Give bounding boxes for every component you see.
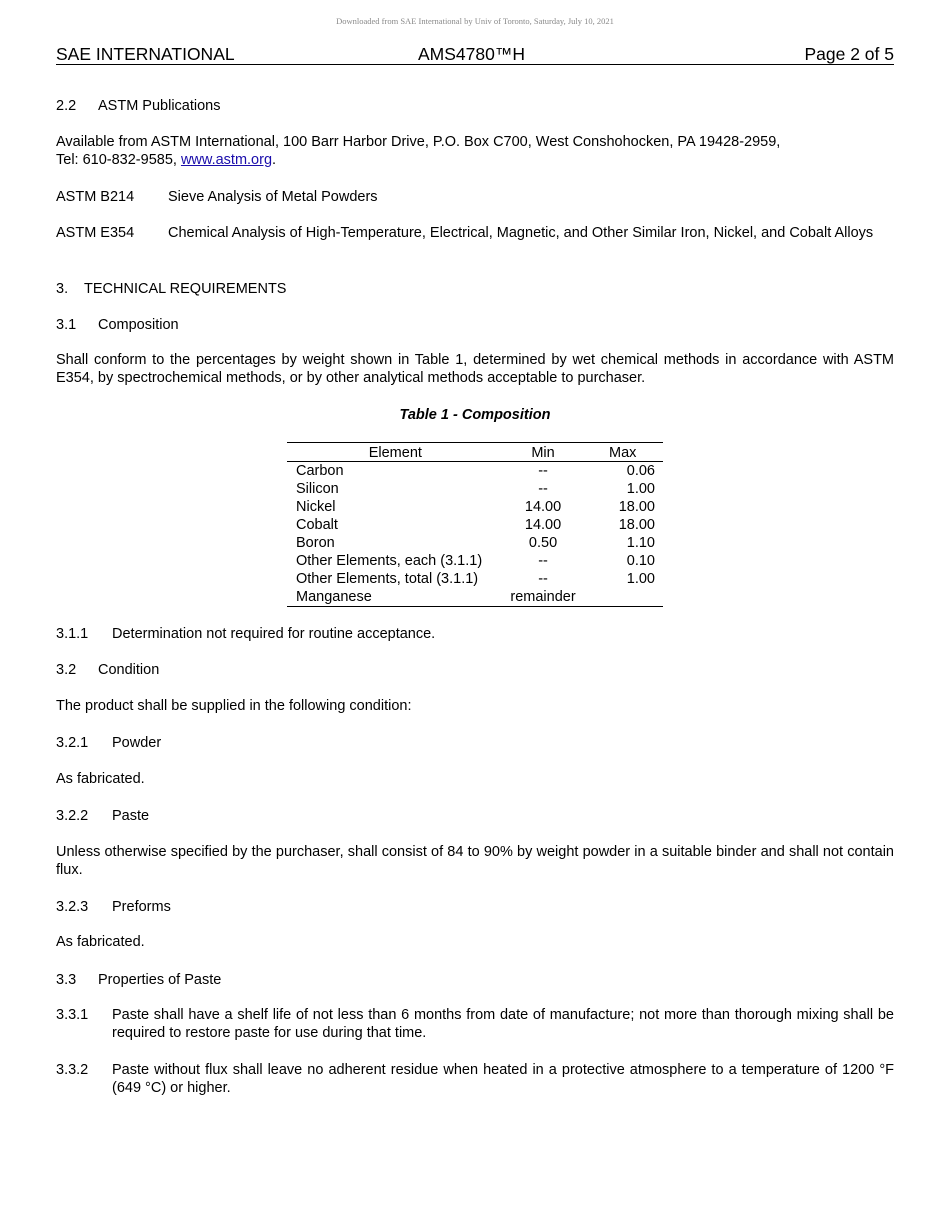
max-cell: 0.06 bbox=[626, 463, 655, 479]
section-number: 2.2 bbox=[56, 98, 77, 114]
section-title: ASTM Publications bbox=[98, 98, 221, 114]
element-cell: Boron bbox=[296, 535, 335, 551]
element-cell: Silicon bbox=[296, 481, 339, 497]
section-number: 3.3 bbox=[56, 972, 77, 988]
max-cell: 18.00 bbox=[618, 517, 655, 533]
min-cell: remainder bbox=[504, 588, 583, 607]
preforms-paragraph: As fabricated. bbox=[56, 934, 145, 950]
condition-paragraph: The product shall be supplied in the following condition: bbox=[56, 698, 412, 714]
composition-paragraph: Shall conform to the percentages by weight shown in Table 1, determined by wet chemical methods in accordance with ASTM E354, by spectrochemical methods, or by other analytical methods acceptable to purchaser. bbox=[56, 352, 894, 386]
element-cell: Other Elements, each (3.1.1) bbox=[296, 553, 483, 569]
section-number: 3.2 bbox=[56, 662, 77, 678]
reference-description: Sieve Analysis of Metal Powders bbox=[168, 189, 378, 205]
section-title: Powder bbox=[112, 735, 162, 751]
section-number: 3.3.1 bbox=[56, 1007, 89, 1023]
section-title: Properties of Paste bbox=[98, 972, 222, 988]
reference-description: Chemical Analysis of High-Temperature, Electrical, Magnetic, and Other Similar Iron, Nickel, and Cobalt Alloys bbox=[168, 225, 874, 241]
min-cell: -- bbox=[538, 553, 548, 569]
section-3-3-1 bbox=[56, 1007, 894, 1042]
paste-paragraph: Unless otherwise specified by the purchaser, shall consist of 84 to 90% by weight powder in a suitable binder and shall not contain flux. bbox=[56, 844, 894, 878]
min-cell: -- bbox=[538, 481, 548, 497]
table-row bbox=[287, 516, 663, 534]
section-number: 3.2.3 bbox=[56, 899, 89, 915]
table-row bbox=[287, 570, 663, 588]
astm-tel: Tel: 610-832-9585, bbox=[56, 151, 181, 168]
reference-astm-e354 bbox=[56, 225, 894, 243]
max-cell: 1.00 bbox=[626, 481, 655, 497]
section-title: Composition bbox=[98, 317, 179, 333]
reference-code: ASTM B214 bbox=[56, 189, 135, 205]
astm-tel-suffix: . bbox=[272, 151, 277, 168]
section-text: Paste shall have a shelf life of not less than 6 months from date of manufacture; not more than thorough mixing shall be required to restore paste for use during that time. bbox=[112, 1007, 894, 1041]
min-cell: 14.00 bbox=[524, 517, 562, 533]
astm-website-link[interactable]: www.astm.org bbox=[180, 151, 273, 168]
section-text: Paste without flux shall leave no adherent residue when heated in a protective atmosphere to a temperature of 1200 °F (649 °C) or higher. bbox=[112, 1062, 894, 1096]
max-cell: 1.10 bbox=[626, 535, 655, 551]
min-cell: -- bbox=[538, 463, 548, 479]
table-header-row bbox=[287, 443, 663, 462]
section-3-1-1 bbox=[56, 625, 435, 643]
section-3-1-heading bbox=[56, 316, 179, 334]
reference-astm-b214 bbox=[56, 189, 894, 207]
table-row bbox=[287, 588, 663, 607]
table-row bbox=[287, 534, 663, 552]
min-cell: -- bbox=[538, 571, 548, 587]
header-doc-id: AMS4780™H bbox=[418, 44, 525, 64]
composition-table bbox=[287, 442, 663, 607]
section-3-heading bbox=[56, 280, 286, 298]
section-3-3-heading bbox=[56, 971, 221, 989]
section-number: 3.1 bbox=[56, 317, 77, 333]
section-3-2-2-heading bbox=[56, 807, 149, 825]
column-header-element: Element bbox=[287, 443, 504, 462]
section-title: TECHNICAL REQUIREMENTS bbox=[84, 281, 287, 297]
section-3-3-2 bbox=[56, 1062, 894, 1097]
table-1-caption: Table 1 - Composition bbox=[399, 407, 551, 423]
section-number: 3.3.2 bbox=[56, 1062, 89, 1078]
section-title: Preforms bbox=[112, 899, 171, 915]
element-cell: Other Elements, total (3.1.1) bbox=[296, 571, 479, 587]
section-number: 3. bbox=[56, 281, 69, 297]
section-title: Condition bbox=[98, 662, 160, 678]
astm-address-line: Available from ASTM International, 100 Barr Harbor Drive, P.O. Box C700, West Conshohocken, PA 19428-2959, bbox=[56, 134, 781, 150]
element-cell: Nickel bbox=[296, 499, 336, 515]
max-cell: 0.10 bbox=[626, 553, 655, 569]
table-row bbox=[287, 552, 663, 570]
table-row bbox=[287, 462, 663, 481]
reference-code: ASTM E354 bbox=[56, 225, 135, 241]
download-watermark: Downloaded from SAE International by Univ of Toronto, Saturday, July 10, 2021 bbox=[336, 16, 614, 26]
section-3-2-3-heading bbox=[56, 898, 171, 916]
section-number: 3.2.1 bbox=[56, 735, 89, 751]
column-header-max: Max bbox=[582, 443, 663, 462]
section-number: 3.1.1 bbox=[56, 626, 89, 642]
element-cell: Manganese bbox=[287, 588, 504, 607]
header-page-number: Page 2 of 5 bbox=[804, 44, 894, 64]
column-header-min: Min bbox=[504, 443, 583, 462]
section-3-2-1-heading bbox=[56, 734, 161, 752]
page-header bbox=[56, 44, 894, 65]
section-title: Paste bbox=[112, 808, 150, 824]
header-org: SAE INTERNATIONAL bbox=[56, 44, 235, 64]
max-cell: 1.00 bbox=[626, 571, 655, 587]
element-cell: Cobalt bbox=[296, 517, 338, 533]
section-text: Determination not required for routine acceptance. bbox=[112, 626, 436, 642]
table-row bbox=[287, 480, 663, 498]
section-2-2-heading bbox=[56, 97, 221, 115]
section-number: 3.2.2 bbox=[56, 808, 89, 824]
min-cell: 0.50 bbox=[528, 535, 558, 551]
element-cell: Carbon bbox=[296, 463, 344, 479]
max-cell: 18.00 bbox=[618, 499, 655, 515]
table-row bbox=[287, 498, 663, 516]
max-cell bbox=[582, 588, 663, 607]
astm-availability-paragraph bbox=[56, 134, 894, 169]
min-cell: 14.00 bbox=[524, 499, 562, 515]
powder-paragraph: As fabricated. bbox=[56, 771, 145, 787]
section-3-2-heading bbox=[56, 661, 159, 679]
